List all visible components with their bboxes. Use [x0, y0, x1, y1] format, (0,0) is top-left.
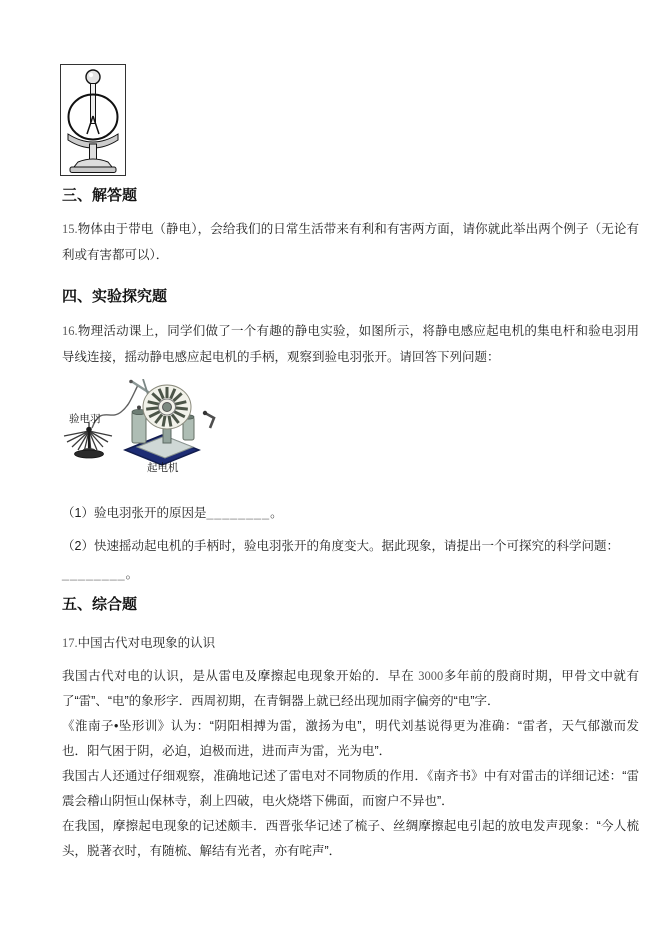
question-16-sub1	[62, 501, 639, 527]
section-3-heading: 三、解答题	[62, 187, 138, 204]
question-16-sub2-blank-line	[62, 562, 639, 588]
sub2-blank: ________	[62, 567, 126, 581]
question-16-text: 物理活动课上，同学们做了一个有趣的静电实验，如图所示，将静电感应起电机的集电杆和验电羽用导线连接，摇动静电感应起电机的手柄，观察到验电羽张开。请回答下列问题：	[62, 324, 639, 364]
section-5-heading: 五、综合题	[62, 595, 138, 613]
question-15-text: 物体由于带电（静电），会给我们的日常生活带来有利和有害两方面，请你就此举出两个例子（无论有利或有害都可以）．	[62, 222, 639, 262]
experiment-figure	[62, 379, 639, 475]
p1-text-a: 我国古代对电的认识，是从雷电及摩擦起电现象开始的．早在	[62, 668, 419, 683]
question-17-title-text: 中国古代对电现象的认识	[77, 635, 216, 650]
sub1-blank: ________	[206, 506, 271, 520]
electroscope-base	[70, 167, 116, 173]
question-17-paragraph-2: 《淮南子•坠形训》认为：“阴阳相搏为雷，激扬为电”，明代刘基说得更为准确：“雷者，天气郁激而发也．阳气困于阴，必迫，迫极而进，进而声为雷，光为电”．	[62, 718, 639, 758]
leyden-jar-left	[132, 412, 146, 443]
question-17-paragraph-1	[62, 664, 639, 714]
electroscope-icon	[60, 64, 126, 176]
machine-wheel	[143, 385, 191, 429]
sub1-text: （1）验电羽张开的原因是	[62, 506, 207, 520]
p1-number: 3000	[418, 668, 444, 683]
sub2-period: 。	[125, 567, 139, 581]
question-17-paragraph-4: 在我国，摩擦起电现象的记述颇丰．西晋张华记述了梳子、丝绸摩擦起电引起的放电发声现象：“今人梳头，脱著衣时，有随梳、解结有光者，亦有咤声”．	[62, 818, 639, 858]
question-16-sub2	[62, 534, 639, 560]
question-16-number: 16.	[62, 324, 78, 338]
p1-text-b: 多年前的殷商时期，甲骨文中就有了“雷”、“电”的象形字．西周初期，在青铜器上就已经出现加雨字偏旁的“电”字．	[62, 668, 639, 708]
question-15-number: 15.	[62, 222, 78, 236]
question-16	[62, 319, 639, 370]
question-17-title	[62, 631, 639, 656]
question-15	[62, 217, 639, 268]
electroscope-figure	[62, 64, 639, 176]
electroscope-ball	[86, 70, 100, 84]
crank-handle	[205, 413, 214, 428]
experiment-illustration	[55, 379, 225, 475]
question-17-paragraph-3: 我国古人还通过仔细观察，准确地记述了雷电对不同物质的作用．《南齐书》中有对雷击的详细记述：“雷震会稽山阴恒山保林寺，刹上四破，电火烧塔下佛面，而窗户不异也”．	[62, 768, 639, 808]
question-17-number: 17.	[62, 635, 78, 650]
feather-label: 验电羽	[69, 413, 101, 425]
feather-device	[64, 423, 112, 458]
electrostatic-machine	[125, 379, 214, 465]
sub1-period: 。	[270, 506, 283, 520]
section-4-heading: 四、实验探究题	[62, 288, 168, 305]
sub2-text: （2）快速摇动起电机的手柄时，验电羽张开的角度变大。据此现象，请提出一个可探究的科学问题：	[62, 538, 619, 553]
machine-label: 起电机	[147, 462, 179, 474]
